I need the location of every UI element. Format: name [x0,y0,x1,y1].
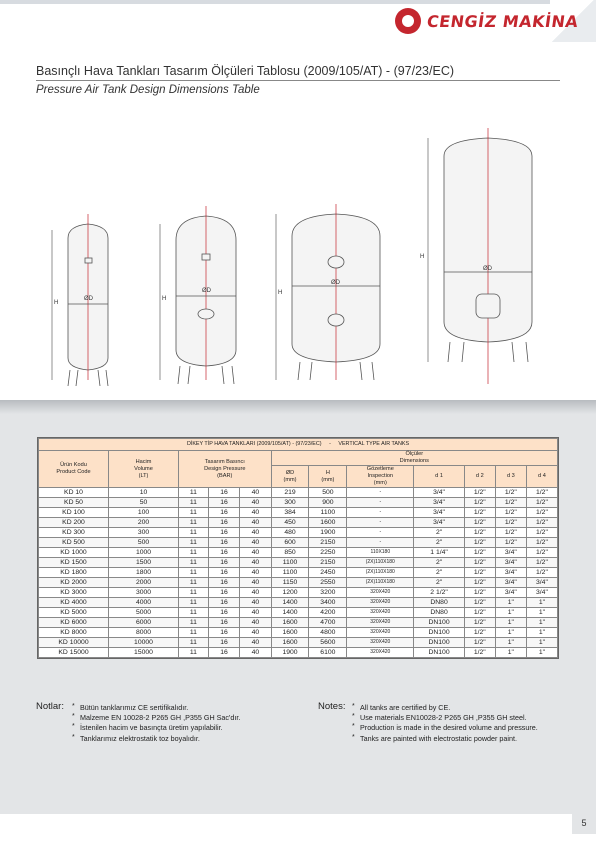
svg-text:H: H [162,296,167,302]
table-cell: 1900 [309,528,347,538]
table-cell: 16 [208,518,239,528]
table-cell: 5600 [309,638,347,648]
brand-logo[interactable] [395,8,578,34]
table-cell: 40 [240,588,271,598]
table-cell: 11 [179,608,209,618]
table-cell: 480 [271,528,309,538]
table-cell: 40 [240,638,271,648]
table-cell: 11 [179,628,209,638]
table-cell: 11 [179,498,209,508]
table-cell: 11 [179,648,209,658]
svg-text:H: H [54,300,59,306]
table-cell: 3/4" [495,548,526,558]
table-cell: 1" [495,638,526,648]
table-cell: 200 [109,518,179,528]
table-cell: 320X420 [347,628,414,638]
table-cell: KD 1800 [39,568,109,578]
table-cell: 1/2" [464,538,495,548]
table-cell: 4700 [309,618,347,628]
table-row [39,518,558,528]
table-cell: 1/2" [464,598,495,608]
table-cell: 1/2" [495,508,526,518]
notes-en-title: Notes: [318,701,346,712]
table-cell: 1600 [271,628,309,638]
table-cell: 15000 [109,648,179,658]
table-cell: KD 10000 [39,638,109,648]
table-cell: 1" [526,608,557,618]
table-cell: 2450 [309,568,347,578]
table-row [39,598,558,608]
title-divider [36,80,560,81]
table-row [39,628,558,638]
table-cell: - [347,488,414,498]
brand-name: CENGİZ MAKİNA [425,11,580,31]
table-cell: 1500 [109,558,179,568]
table-cell: KD 300 [39,528,109,538]
table-cell: 1/2" [526,538,557,548]
table-cell: KD 500 [39,538,109,548]
table-cell: 320X420 [347,618,414,628]
table-cell: 40 [240,568,271,578]
table-cell: 500 [309,488,347,498]
notes-tr-item: * Malzeme EN 10028-2 P265 GH ,P355 GH Sac'dır. [72,713,240,723]
table-cell: 11 [179,638,209,648]
table-cell: 5000 [109,608,179,618]
table-cell: 40 [240,488,271,498]
table-cell: DN80 [414,608,464,618]
notes-en [352,703,562,744]
table-cell: 1/2" [495,538,526,548]
table-cell: 300 [271,498,309,508]
table-cell: 1" [526,628,557,638]
col-header-d2: d 2 [464,466,495,488]
table-cell: 1" [526,638,557,648]
table-cell: 4800 [309,628,347,638]
table-cell: DN100 [414,628,464,638]
table-cell: 384 [271,508,309,518]
table-cell: 3/4" [495,568,526,578]
notes-en-item: * Tanks are painted with electrostatic powder paint. [352,734,562,744]
header-stripe [0,0,596,4]
page-title-tr: Basınçlı Hava Tankları Tasarım Ölçüleri Tablosu (2009/105/AT) - (97/23/EC) [36,64,455,78]
table-cell: 11 [179,528,209,538]
table-cell: 6100 [309,648,347,658]
table-cell: 3/4" [414,508,464,518]
table-cell: 1150 [271,578,309,588]
table-cell: 40 [240,648,271,658]
table-cell: 1/2" [464,528,495,538]
table-cell: 1400 [271,598,309,608]
table-cell: 1/2" [464,548,495,558]
table-cell: 1/2" [464,498,495,508]
table-cell: 40 [240,518,271,528]
table-cell: 1/2" [464,588,495,598]
table-cell: 16 [208,648,239,658]
table-cell: 1" [495,608,526,618]
svg-text:H: H [420,254,425,260]
table-row [39,558,558,568]
table-cell: 1" [526,648,557,658]
page-number: 5 [572,812,596,834]
table-cell: DN100 [414,638,464,648]
table-cell: 2" [414,558,464,568]
table-cell: 1/2" [526,568,557,578]
table-cell: 3/4" [414,488,464,498]
notes-tr [72,703,240,744]
table-cell: KD 100 [39,508,109,518]
tank-drawing-2 [160,206,236,384]
table-cell: 1100 [271,558,309,568]
table-cell: 40 [240,578,271,588]
table-cell: 16 [208,578,239,588]
logo-mark-icon [395,8,421,34]
table-cell: (2X)110X180 [347,568,414,578]
table-cell: 1/2" [526,548,557,558]
table-cell: 1/2" [464,648,495,658]
table-cell: 50 [109,498,179,508]
table-cell: 40 [240,548,271,558]
table-cell: KD 50 [39,498,109,508]
page-title-en: Pressure Air Tank Design Dimensions Table [36,84,260,96]
table-cell: 450 [271,518,309,528]
col-header-inspection: Gözetleme Inspection (mm) [347,466,414,488]
table-cell: 10000 [109,638,179,648]
svg-text:ØD: ØD [331,280,340,286]
table-cell: 11 [179,488,209,498]
table-cell: KD 3000 [39,588,109,598]
table-cell: 16 [208,538,239,548]
table-cell: 1/2" [464,628,495,638]
table-cell: 8000 [109,628,179,638]
table-cell: 1900 [271,648,309,658]
col-header-d: ØD (mm) [271,466,309,488]
col-header-pressure: Tasarım Basıncı Design Pressure (BAR) [179,451,272,488]
table-row [39,648,558,658]
table-cell: 1/2" [526,508,557,518]
table-cell: 500 [109,538,179,548]
table-cell: 16 [208,528,239,538]
table-cell: 1800 [109,568,179,578]
notes-en-item: * Use materials EN10028-2 P265 GH ,P355 GH steel. [352,713,562,723]
table-cell: 1" [495,628,526,638]
table-row [39,588,558,598]
table-cell: KD 15000 [39,648,109,658]
col-header-d1: d 1 [414,466,464,488]
table-cell: 2" [414,568,464,578]
svg-text:ØD: ØD [202,288,211,294]
dimensions-table-container [37,437,559,659]
table-cell: 40 [240,618,271,628]
table-cell: 1/2" [464,488,495,498]
table-cell: 11 [179,598,209,608]
table-cell: 40 [240,498,271,508]
notes-tr-title: Notlar: [36,701,64,712]
table-cell: 2" [414,538,464,548]
table-cell: KD 4000 [39,598,109,608]
table-cell: KD 1500 [39,558,109,568]
table-cell: DN100 [414,648,464,658]
table-cell: 1100 [309,508,347,518]
table-cell: 40 [240,528,271,538]
table-cell: KD 200 [39,518,109,528]
table-cell: 1100 [271,568,309,578]
table-cell: 4200 [309,608,347,618]
table-cell: 16 [208,548,239,558]
table-cell: DN80 [414,598,464,608]
dimensions-table [38,438,558,658]
table-cell: 40 [240,558,271,568]
table-row [39,568,558,578]
table-cell: 1/2" [464,518,495,528]
table-cell: - [347,508,414,518]
table-cell: KD 1000 [39,548,109,558]
tank-drawing-3 [276,204,380,380]
table-cell: 900 [309,498,347,508]
col-header-h: H (mm) [309,466,347,488]
table-cell: 1" [495,618,526,628]
col-header-d4: d 4 [526,466,557,488]
table-cell: 11 [179,558,209,568]
table-cell: 1/2" [464,578,495,588]
notes-en-item: * All tanks are certified by CE. [352,703,562,713]
table-cell: 40 [240,598,271,608]
svg-text:ØD: ØD [483,266,492,272]
table-cell: 1/2" [526,558,557,568]
table-cell: 1" [495,598,526,608]
table-cell: - [347,498,414,508]
table-cell: - [347,518,414,528]
table-cell: KD 10 [39,488,109,498]
table-background-shadow [0,400,596,414]
table-cell: 40 [240,628,271,638]
table-cell: 3/4" [495,558,526,568]
table-cell: 6000 [109,618,179,628]
table-cell: 100 [109,508,179,518]
notes-en-item: * Production is made in the desired volume and pressure. [352,723,562,733]
table-cell: 16 [208,638,239,648]
table-cell: 110X180 [347,548,414,558]
table-cell: 1/2" [526,528,557,538]
table-cell: 1600 [309,518,347,528]
table-row [39,488,558,498]
table-cell: 3/4" [495,588,526,598]
table-body [39,488,558,658]
table-cell: 1" [526,618,557,628]
col-header-dimensions: Ölçüler Dimensions [271,451,557,466]
table-cell: 320X420 [347,588,414,598]
table-cell: 2550 [309,578,347,588]
notes-tr-item: * Bütün tanklarımız CE sertifikalıdır. [72,703,240,713]
table-cell: 2" [414,528,464,538]
table-row [39,638,558,648]
table-row [39,538,558,548]
table-cell: KD 5000 [39,608,109,618]
table-cell: 3/4" [414,498,464,508]
table-cell: 1" [526,598,557,608]
table-cell: 1/2" [495,488,526,498]
table-cell: 3/4" [526,588,557,598]
table-cell: 1600 [271,638,309,648]
table-cell: 2000 [109,578,179,588]
table-row [39,578,558,588]
table-cell: 16 [208,618,239,628]
table-cell: 16 [208,588,239,598]
tank-drawings [30,118,566,394]
table-cell: 1600 [271,618,309,628]
table-cell: 4000 [109,598,179,608]
table-cell: 300 [109,528,179,538]
table-cell: 2150 [309,558,347,568]
table-cell: 320X420 [347,638,414,648]
table-cell: 3000 [109,588,179,598]
notes-tr-item: * Tanklarımız elektrostatik toz boyalıdır. [72,734,240,744]
table-cell: 320X420 [347,608,414,618]
table-cell: 1/2" [526,498,557,508]
table-cell: 320X420 [347,598,414,608]
table-cell: 1/2" [495,528,526,538]
table-cell: 3/4" [495,578,526,588]
table-cell: 11 [179,548,209,558]
table-cell: 16 [208,628,239,638]
table-cell: 2" [414,578,464,588]
table-cell: 1/2" [495,518,526,528]
table-cell: 1/2" [464,508,495,518]
notes-tr-item: * İstenilen hacim ve basınçta üretim yapılabilir. [72,723,240,733]
table-cell: 2250 [309,548,347,558]
table-row [39,608,558,618]
table-cell: 16 [208,558,239,568]
table-row [39,508,558,518]
table-cell: 3/4" [414,518,464,528]
table-cell: 3200 [309,588,347,598]
col-header-code: Ürün Kodu Product Code [39,451,109,488]
svg-text:H: H [278,290,283,296]
tank-drawing-1 [52,214,108,386]
table-cell: - [347,528,414,538]
table-cell: 11 [179,618,209,628]
table-cell: 320X420 [347,648,414,658]
table-cell: 1/2" [464,618,495,628]
table-cell: 1/2" [464,568,495,578]
table-cell: 600 [271,538,309,548]
table-cell: 1200 [271,588,309,598]
table-cell: 11 [179,578,209,588]
table-cell: 219 [271,488,309,498]
table-cell: 1/2" [464,558,495,568]
table-row [39,528,558,538]
header [0,0,596,42]
tank-drawing-4 [428,128,532,384]
table-cell: 2150 [309,538,347,548]
table-cell: DN100 [414,618,464,628]
table-cell: 11 [179,588,209,598]
col-header-volume: Hacim Volume (LT) [109,451,179,488]
table-cell: 16 [208,508,239,518]
table-cell: KD 2000 [39,578,109,588]
table-cell: 16 [208,488,239,498]
table-cell: 1000 [109,548,179,558]
table-cell: 10 [109,488,179,498]
table-cell: 40 [240,538,271,548]
table-cell: 1/2" [464,608,495,618]
table-cell: KD 6000 [39,618,109,628]
table-cell: 2 1/2" [414,588,464,598]
table-cell: KD 8000 [39,628,109,638]
table-cell: (2X)110X180 [347,578,414,588]
table-cell: 40 [240,508,271,518]
table-cell: 1/2" [464,638,495,648]
table-cell: 11 [179,518,209,528]
table-cell: 1 1/4" [414,548,464,558]
table-row [39,548,558,558]
table-cell: 1/2" [526,518,557,528]
table-row [39,618,558,628]
table-cell: 3400 [309,598,347,608]
table-caption: DİKEY TİP HAVA TANKLARI (2009/105/AT) - (97/23/EC) - VERTICAL TYPE AIR TANKS [39,439,558,451]
table-cell: 1" [495,648,526,658]
table-cell: 850 [271,548,309,558]
table-cell: 11 [179,508,209,518]
svg-text:ØD: ØD [84,296,93,302]
table-cell: - [347,538,414,548]
table-cell: 16 [208,568,239,578]
table-cell: 11 [179,538,209,548]
table-cell: 16 [208,498,239,508]
table-row [39,498,558,508]
table-cell: 1/2" [495,498,526,508]
table-cell: 40 [240,608,271,618]
table-cell: 1400 [271,608,309,618]
table-cell: 11 [179,568,209,578]
col-header-d3: d 3 [495,466,526,488]
table-cell: (2X)110X180 [347,558,414,568]
table-cell: 1/2" [526,488,557,498]
table-cell: 16 [208,598,239,608]
table-cell: 3/4" [526,578,557,588]
table-cell: 16 [208,608,239,618]
